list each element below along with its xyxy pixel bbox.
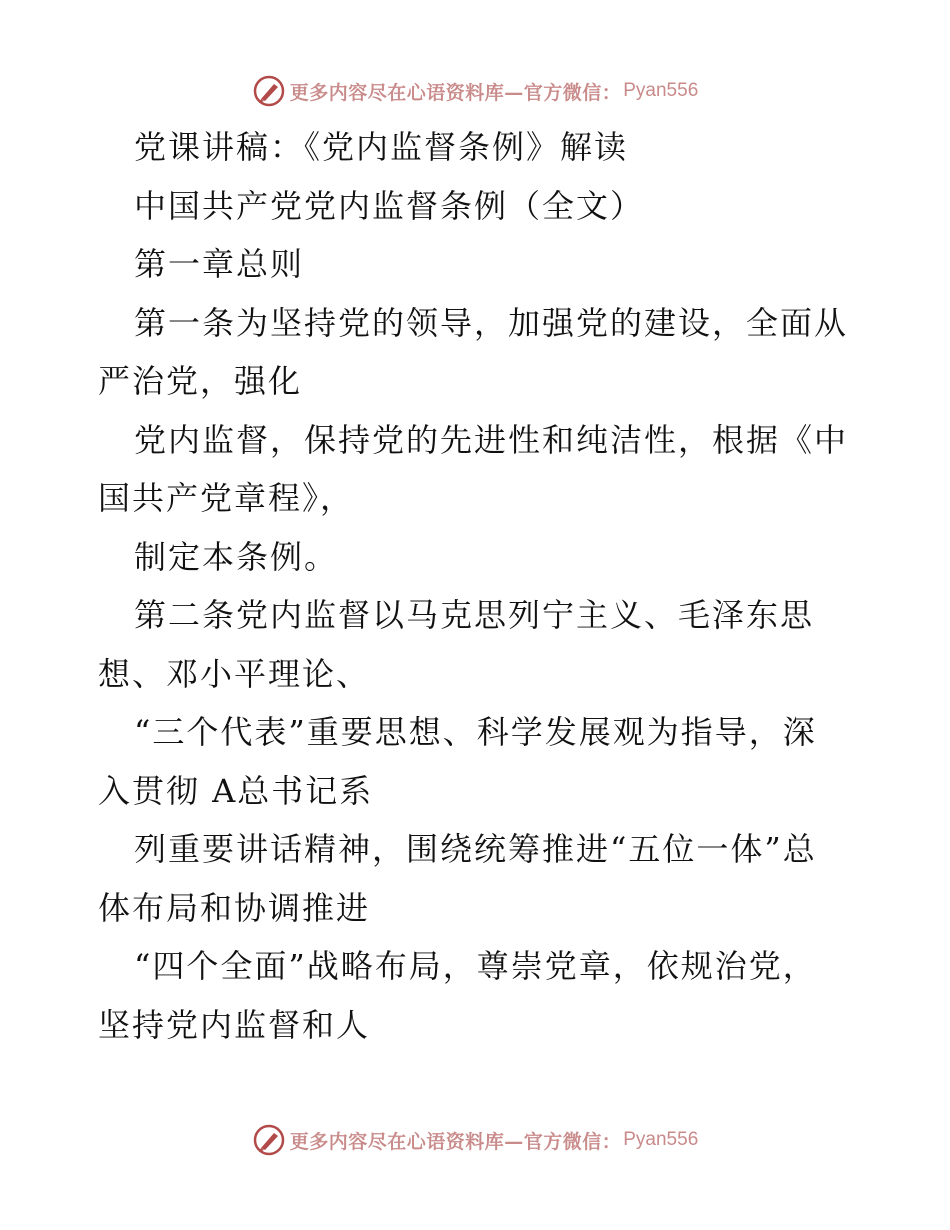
text-line: “四个全面”战略布局，尊崇党章，依规治党， xyxy=(134,947,817,985)
text-line: 坚持党内监督和人 xyxy=(98,1005,371,1044)
text-line: 入贯彻 A总书记系 xyxy=(98,771,374,810)
text-line: 体布局和协调推进 xyxy=(98,888,371,927)
document-body xyxy=(98,118,858,1054)
watermark-id: Pyan556 xyxy=(623,80,699,101)
text-line: 第二条党内监督以马克思列宁主义、毛泽东思 xyxy=(134,596,815,634)
text-line: 第一条为坚持党的领导，加强党的建设，全面从 xyxy=(134,303,849,342)
text-line: “三个代表”重要思想、科学发展观为指导，深 xyxy=(134,713,817,751)
text-line: 想、邓小平理论、 xyxy=(98,654,371,693)
text-line: 严治党，强化 xyxy=(98,362,303,400)
text-line: 国共产党章程》， xyxy=(98,479,355,517)
pen-logo-icon xyxy=(252,1123,286,1157)
pen-logo-icon xyxy=(252,74,286,108)
watermark-text: 更多内容尽在心语资料库—官方微信： xyxy=(289,1130,622,1153)
footer-watermark xyxy=(0,1120,950,1160)
text-line: 党内监督，保持党的先进性和纯洁性，根据《中 xyxy=(134,420,849,459)
text-line: 党课讲稿：《党内监督条例》解读 xyxy=(134,128,629,166)
text-line: 中国共产党党内监督条例（全文） xyxy=(134,186,645,225)
watermark-id: Pyan556 xyxy=(623,1129,699,1150)
text-line: 第一章总则 xyxy=(134,245,305,283)
text-line: 制定本条例。 xyxy=(134,537,339,576)
watermark-text: 更多内容尽在心语资料库—官方微信： xyxy=(289,81,622,104)
header-watermark xyxy=(0,71,950,111)
text-line: 列重要讲话精神，围绕统筹推进“五位一体”总 xyxy=(134,830,817,868)
